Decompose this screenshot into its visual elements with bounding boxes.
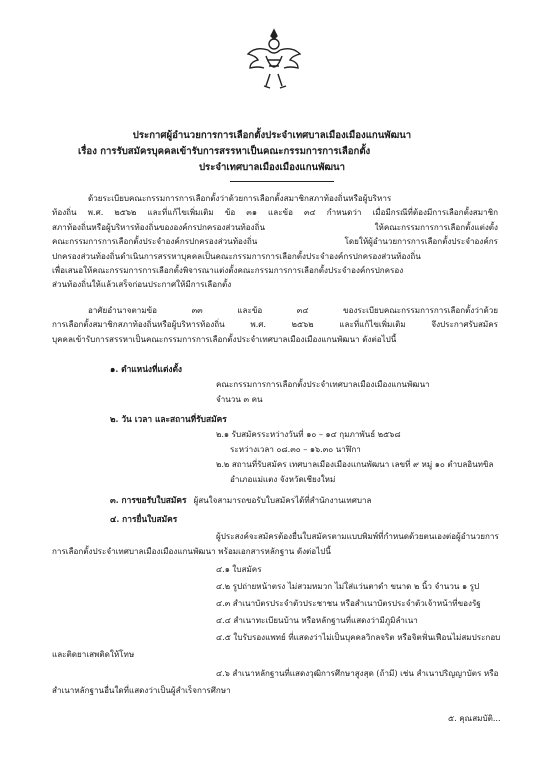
section-4-item: ๔.๓ สำเนาบัตรประจำตัวประชาชน หรือสำเนาบัตรประจำตัวเจ้าหน้าที่ของรัฐ	[216, 598, 481, 608]
section-1-heading: ๑. ตำแหน่งที่แต่งตั้ง	[110, 364, 182, 374]
section-4-item-continuation: สำเนาหลักฐานอื่นใดที่แสดงว่าเป็นผู้สำเร็จการศึกษา	[52, 685, 231, 695]
section-4-heading: ๔. การยื่นใบสมัคร	[110, 514, 178, 524]
section-4-item: ๔.๕ ใบรับรองแพทย์ ที่แสดงว่าไม่เป็นบุคคลวิกลจริต หรือจิตฟั่นเฟือนไม่สมประกอบ	[216, 632, 501, 642]
title-underline	[230, 181, 334, 182]
text-line: อาศัยอำนาจตามข้อ ๓๓ และข้อ ๓๔ ของระเบียบคณะกรรมการการเลือกตั้งว่าด้วย	[88, 305, 498, 315]
paragraph-2	[52, 303, 498, 346]
text-line: ส่วนท้องถิ่นให้แล้วเสร็จก่อนประกาศให้มีการเลือกตั้ง	[52, 279, 232, 290]
text-line: คณะกรรมการการเลือกตั้งประจำองค์กรปกครองส่วนท้องถิ่น โดยให้ผู้อำนวยการการเลือกตั้งประจำองค์กร	[52, 236, 498, 247]
text-line: สภาท้องถิ่นหรือผู้บริหารท้องถิ่นขององค์กรปกครองส่วนท้องถิ่น ให้คณะกรรมการการเลือกตั้งแต่งตั้ง	[52, 221, 498, 232]
section-3-heading	[110, 493, 372, 507]
paragraph-1	[52, 191, 498, 292]
text-line: ปกครองส่วนท้องถิ่นดำเนินการสรรหาบุคคลเป็นคณะกรรมการการเลือกตั้งประจำองค์กรปกครองส่วนท้องถิ่น	[52, 250, 421, 261]
section-2-line: ๒.๑ รับสมัครระหว่างวันที่ ๑๐ – ๑๔ กุมภาพันธ์ ๒๕๖๘	[216, 429, 401, 439]
section-2-line: ระหว่างเวลา ๐๘.๓๐ – ๑๖.๓๐ นาฬิกา	[230, 444, 361, 454]
text-line: บุคคลเข้ารับการสรรหาเป็นคณะกรรมการการเลือกตั้งประจำเทศบาลเมืองเมืองแกนพัฒนา ดังต่อไปนี้	[52, 333, 397, 344]
section-2-line: ๒.๒ สถานที่รับสมัคร เทศบาลเมืองเมืองแกนพัฒนา เลขที่ ๙ หมู่ ๑๐ ตำบลอินทขิล	[216, 459, 494, 469]
title-line-2: เรื่อง การรับสมัครบุคคลเข้ารับการสรรหาเป็นคณะกรรมการการเลือกตั้ง	[78, 146, 371, 157]
garuda-emblem-icon	[246, 26, 302, 92]
continuation-marker: ๕. คุณสมบัติ...	[448, 713, 501, 723]
section-4-item: ๔.๒ รูปถ่ายหน้าตรง ไม่สวมหมวก ไม่ใส่แว่นตาดำ ขนาด ๒ นิ้ว จำนวน ๑ รูป	[216, 581, 480, 591]
text-line: เพื่อเสนอให้คณะกรรมการการเลือกตั้งพิจารณาแต่งตั้งคณะกรรมการการเลือกตั้งประจำองค์กรปกครอง	[52, 265, 404, 276]
section-4-intro-line: ผู้ประสงค์จะสมัครต้องยื่นใบสมัครตามแบบพิมพ์ที่กำหนดด้วยตนเองต่อผู้อำนวยการ	[216, 531, 499, 541]
section-1-line: คณะกรรมการการเลือกตั้งประจำเทศบาลเมืองเมืองแกนพัฒนา	[216, 379, 430, 389]
section-4-item: ๔.๖ สำเนาหลักฐานที่แสดงวุฒิการศึกษาสูงสุด (ถ้ามี) เช่น สำเนาปริญญาบัตร หรือ	[216, 668, 499, 678]
section-2-heading: ๒. วัน เวลา และสถานที่รับสมัคร	[110, 414, 227, 424]
section-4-item-continuation: และติดยาเสพติดให้โทษ	[52, 649, 135, 659]
section-3-text: ผู้สนใจสามารถขอรับใบสมัครได้ที่สำนักงานเทศบาล	[193, 495, 372, 505]
section-4-item: ๔.๑ ใบสมัคร	[216, 564, 262, 574]
section-1-line: จำนวน ๓ คน	[216, 394, 263, 404]
title-line-1: ประกาศผู้อำนวยการการเลือกตั้งประจำเทศบาลเมืองเมืองแกนพัฒนา	[132, 130, 412, 141]
section-4-intro-line: การเลือกตั้งประจำเทศบาลเมืองเมืองแกนพัฒนา พร้อมเอกสารหลักฐาน ดังต่อไปนี้	[52, 546, 331, 556]
title-line-3: ประจำเทศบาลเมืองเมืองแกนพัฒนา	[198, 162, 346, 173]
section-3-title: ๓. การขอรับใบสมัคร	[110, 495, 187, 505]
text-line: การเลือกตั้งสมาชิกสภาท้องถิ่นหรือผู้บริหารท้องถิ่น พ.ศ. ๒๕๖๒ และที่แก้ไขเพิ่มเติม จึงประกาศรับสมัคร	[52, 319, 498, 330]
announcement-title	[40, 128, 504, 176]
text-line: ท้องถิ่น พ.ศ. ๒๕๖๒ และที่แก้ไขเพิ่มเติม ข้อ ๓๑ และข้อ ๓๔ กำหนดว่า เมื่อมีกรณีที่ต้องมีการเลือกตั้งสมาชิก	[52, 207, 498, 218]
text-line: ด้วยระเบียบคณะกรรมการการเลือกตั้งว่าด้วยการเลือกตั้งสมาชิกสภาท้องถิ่นหรือผู้บริหาร	[88, 193, 392, 203]
section-2-line: อำเภอแม่แตง จังหวัดเชียงใหม่	[230, 474, 336, 484]
section-4-item: ๔.๔ สำเนาทะเบียนบ้าน หรือหลักฐานที่แสดงว่ามีภูมิลำเนา	[216, 615, 418, 625]
